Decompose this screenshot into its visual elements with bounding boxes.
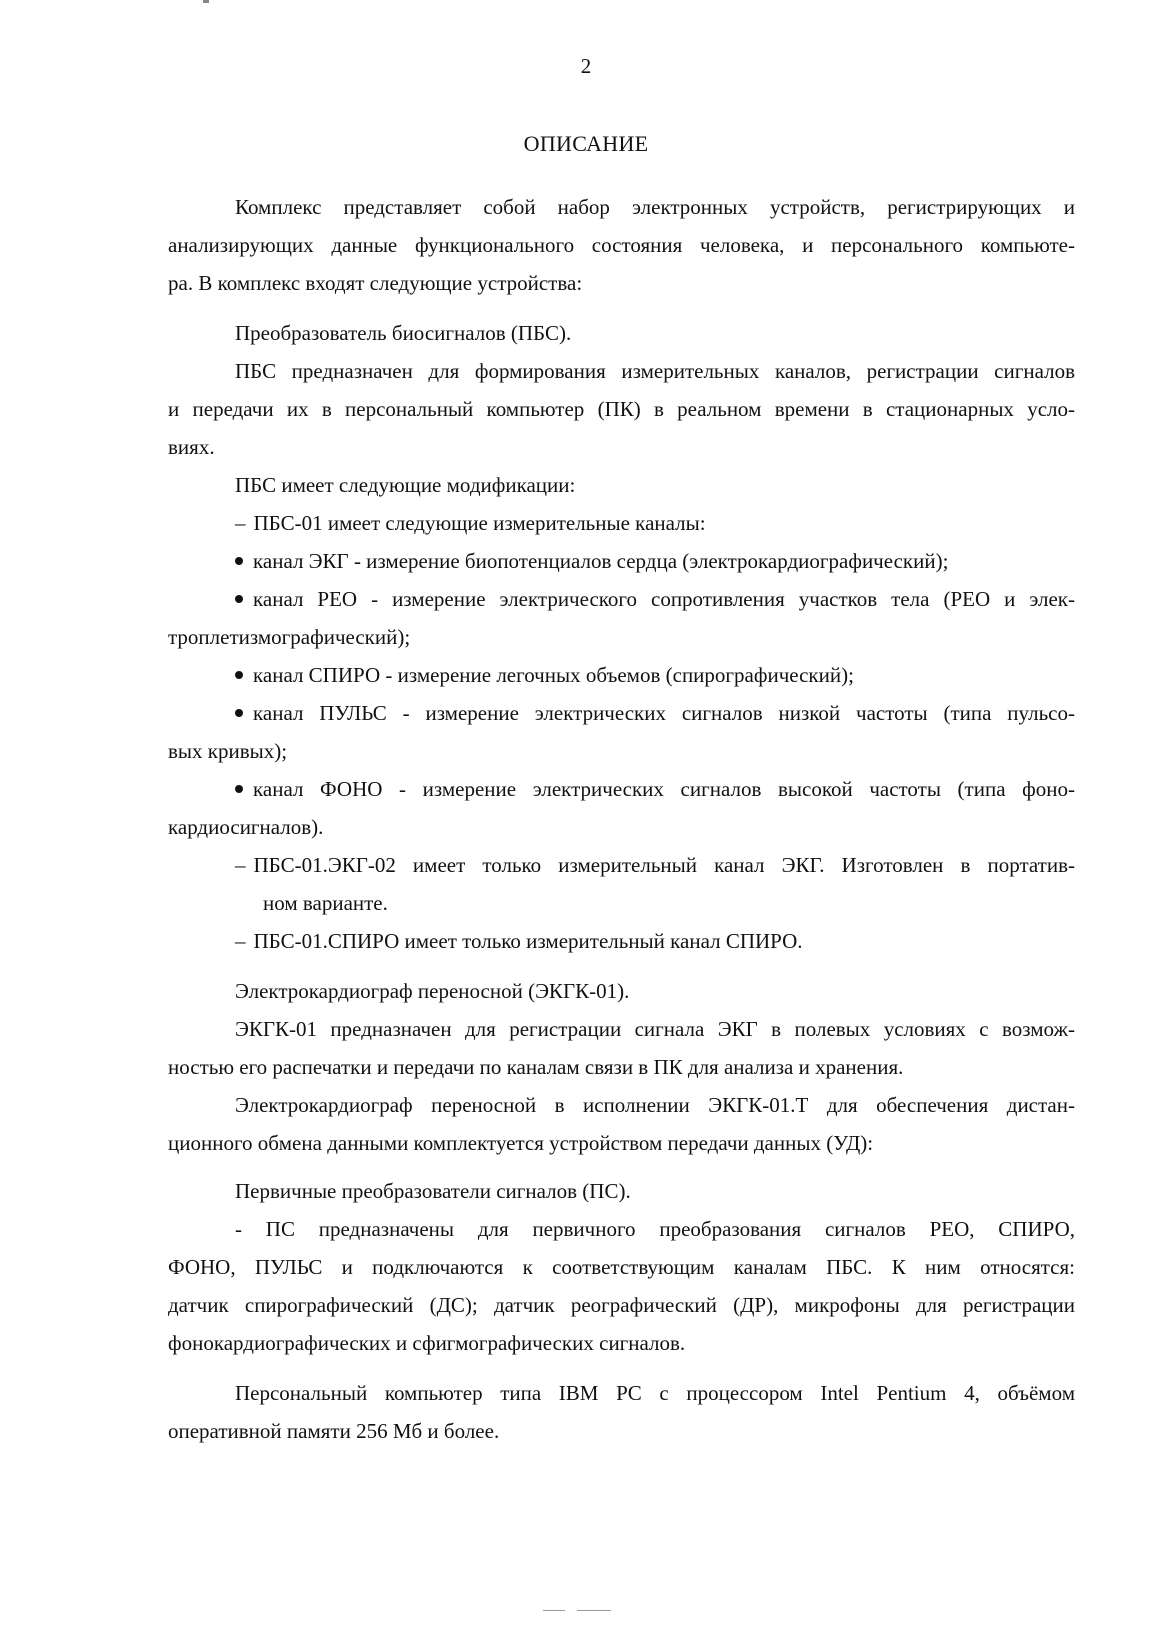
list-item-bullet [235,700,1075,726]
list-item-dash [235,510,1075,536]
text-line: ном варианте. [263,891,388,915]
text-line: анализирующих данные функционального состояния человека, и персонального компьюте- [168,233,1075,257]
list-item-bullet [235,586,1075,612]
text-line: фонокардиографических и сфигмографических сигналов. [168,1331,686,1355]
text-line: Электрокардиограф переносной в исполнении ЭКГК-01.Т для обеспечения дистан- [235,1093,1075,1117]
text-line: ра. В комплекс входят следующие устройства: [168,271,583,295]
text-line: Первичные преобразователи сигналов (ПС). [235,1179,631,1203]
text-line: - ПС предназначены для первичного преобразования сигналов РЕО, СПИРО, [235,1217,1075,1241]
list-item-text: канал ПУЛЬС - измерение электрических сигналов низкой частоты (типа пульсо- [253,701,1075,725]
scan-artifact [203,0,209,3]
text-line: и передачи их в персональный компьютер (ПК) в реальном времени в стационарных усло- [168,397,1075,421]
list-item-bullet [235,776,1075,802]
list-item-bullet [235,662,1075,688]
text-line: Электрокардиограф переносной (ЭКГК-01). [235,979,630,1003]
text-line: ПБС предназначен для формирования измерительных каналов, регистрации сигналов [235,359,1075,383]
list-item-text: канал РЕО - измерение электрического сопротивления участков тела (РЕО и элек- [253,587,1075,611]
bullet-icon [235,709,243,717]
scan-artifact [577,1610,611,1611]
bullet-icon [235,557,243,565]
bullet-icon [235,595,243,603]
page-number: 2 [580,54,592,78]
text-line: ПБС имеет следующие модификации: [235,473,576,497]
list-item-text: канал ЭКГ - измерение биопотенциалов сердца (электрокардиографический); [253,549,949,573]
dash-marker: – [235,853,246,877]
list-item-text: канал СПИРО - измерение легочных объемов (спирографический); [253,663,854,687]
text-line: троплетизмографический); [168,625,411,649]
text-line: кардиосигналов). [168,815,324,839]
text-line: Персональный компьютер типа IBM PC с процессором Intel Pentium 4, объёмом [235,1381,1075,1405]
list-item-text: канал ФОНО - измерение электрических сигналов высокой частоты (типа фоно- [253,777,1075,801]
list-item-text: ПБС-01.ЭКГ-02 имеет только измерительный канал ЭКГ. Изготовлен в портатив- [253,853,1075,877]
text-line: Комплекс представляет собой набор электронных устройств, регистрирующих и [235,195,1075,219]
list-item-text: ПБС-01 имеет следующие измерительные каналы: [253,511,706,535]
list-item-text: ПБС-01.СПИРО имеет только измерительный канал СПИРО. [253,929,803,953]
text-line: Преобразователь биосигналов (ПБС). [235,321,572,345]
list-item-bullet [235,548,1075,574]
text-line: ФОНО, ПУЛЬС и подключаются к соответствующим каналам ПБС. К ним относятся: [168,1255,1075,1279]
bullet-icon [235,785,243,793]
bullet-icon [235,671,243,679]
dash-marker: – [235,511,246,535]
text-line: ционного обмена данными комплектуется устройством передачи данных (УД): [168,1131,874,1155]
text-line: вых кривых); [168,739,288,763]
list-item-dash [235,852,1075,878]
section-title: ОПИСАНИЕ [523,131,649,156]
dash-marker: – [235,929,246,953]
text-line: датчик спирографический (ДС); датчик реографический (ДР), микрофоны для регистрации [168,1293,1075,1317]
text-line: ностью его распечатки и передачи по каналам связи в ПК для анализа и хранения. [168,1055,904,1079]
text-line: ЭКГК-01 предназначен для регистрации сигнала ЭКГ в полевых условиях с возмож- [235,1017,1075,1041]
text-line: оперативной памяти 256 Мб и более. [168,1419,500,1443]
scan-artifact [543,1610,565,1611]
text-line: виях. [168,435,215,459]
list-item-dash [235,928,1075,954]
